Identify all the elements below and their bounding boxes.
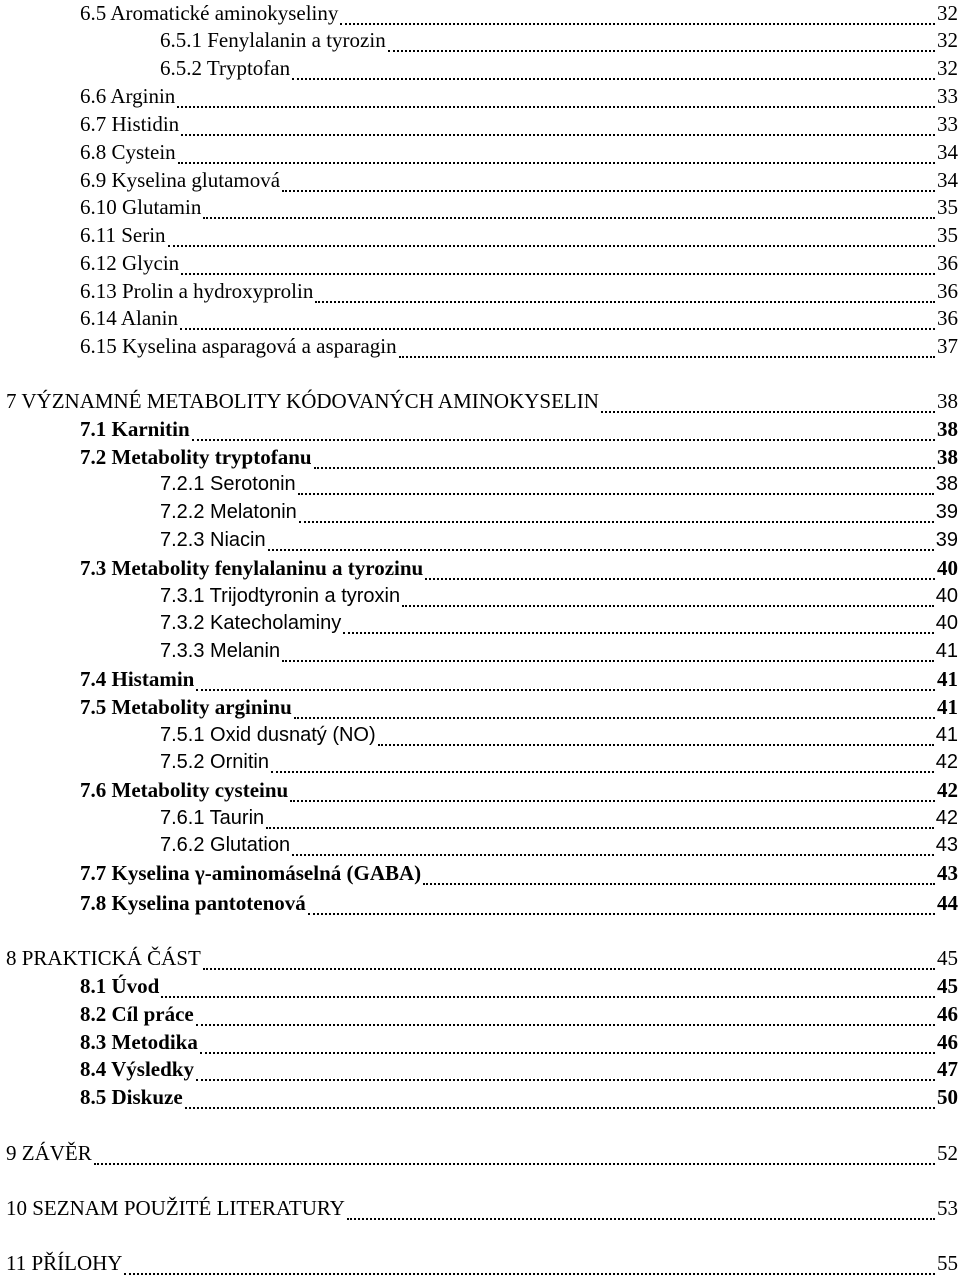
dot-leader — [308, 907, 935, 915]
toc-page-number: 38 — [937, 445, 958, 469]
dot-leader — [181, 128, 935, 136]
dot-leader — [196, 683, 935, 691]
toc-entry[interactable] — [160, 527, 960, 553]
toc-entry-title: 7.1 Karnitin — [80, 417, 190, 441]
dot-leader — [388, 44, 935, 52]
toc-entry[interactable] — [80, 555, 960, 581]
toc-page-number: 41 — [935, 724, 958, 746]
toc-entry-title: 7.8 Kyselina pantotenová — [80, 891, 306, 915]
toc-entry-title: 6.12 Glycin — [80, 251, 180, 275]
toc-entry-title: 6.11 Serin — [80, 223, 166, 247]
dot-leader — [178, 156, 935, 164]
toc-entry-title: 8.4 Výsledky — [80, 1057, 194, 1081]
toc-page-number: 34 — [937, 140, 958, 164]
dot-leader — [200, 1046, 935, 1054]
toc-page-number: 36 — [937, 251, 958, 275]
dot-leader — [282, 654, 934, 662]
toc-entry-title: 9 ZÁVĚR — [6, 1141, 92, 1165]
dot-leader — [196, 1018, 935, 1026]
toc-entry[interactable] — [80, 1029, 960, 1055]
toc-page-number: 43 — [937, 861, 958, 885]
toc-page-number: 46 — [937, 1030, 958, 1054]
toc-entry-title: 7.5 Metabolity argininu — [80, 695, 292, 719]
toc-entry-title: 6.8 Cystein — [80, 140, 176, 164]
dot-leader — [425, 572, 935, 580]
dot-leader — [266, 821, 934, 829]
toc-entry-title: 7.5.1 Oxid dusnatý (NO) — [160, 724, 376, 746]
toc-entry[interactable] — [6, 1195, 960, 1221]
toc-entry[interactable] — [80, 666, 960, 692]
dot-leader — [601, 405, 935, 413]
toc-entry-title: 10 SEZNAM POUŽITÉ LITERATURY — [6, 1196, 345, 1220]
toc-entry-title: 7.6 Metabolity cysteinu — [80, 778, 289, 802]
toc-page-number: 41 — [937, 695, 958, 719]
toc-entry-title: 6.5.1 Fenylalanin a tyrozin — [160, 28, 386, 52]
toc-entry-title: 7.3.3 Melanin — [160, 640, 281, 662]
toc-entry-title: 6.9 Kyselina glutamová — [80, 168, 281, 192]
toc-page-number: 41 — [937, 667, 958, 691]
dot-leader — [299, 515, 934, 523]
toc-page-number: 36 — [937, 306, 958, 330]
toc-entry-title: 7.3.1 Trijodtyronin a tyroxin — [160, 585, 401, 607]
toc-entry[interactable] — [160, 722, 960, 748]
toc-entry-title: 7.2 Metabolity tryptofanu — [80, 445, 312, 469]
toc-entry[interactable] — [160, 805, 960, 831]
toc-entry[interactable] — [160, 27, 960, 53]
toc-entry-title: 6.5.2 Tryptofan — [160, 56, 291, 80]
toc-page-number: 40 — [935, 585, 958, 607]
toc-entry-title: 7.3 Metabolity fenylalaninu a tyrozinu — [80, 556, 424, 580]
toc-page-number: 32 — [937, 56, 958, 80]
toc-entry[interactable] — [80, 305, 960, 331]
dot-leader — [282, 184, 935, 192]
dot-leader — [268, 543, 934, 551]
dot-leader — [185, 1101, 935, 1109]
dot-leader — [378, 738, 934, 746]
toc-entry[interactable] — [80, 777, 960, 803]
toc-entry[interactable] — [160, 583, 960, 609]
toc-page-number: 32 — [937, 1, 958, 25]
dot-leader — [423, 877, 935, 885]
toc-page-number: 47 — [937, 1057, 958, 1081]
toc-page-number: 38 — [937, 417, 958, 441]
toc-entry-title: 7.2.1 Serotonin — [160, 473, 296, 495]
toc-entry-title: 7.6.2 Glutation — [160, 834, 291, 856]
toc-entry[interactable] — [6, 1140, 960, 1166]
toc-entry-title: 7 VÝZNAMNÉ METABOLITY KÓDOVANÝCH AMINOKYSELIN — [6, 389, 599, 413]
toc-entry-title: 7.7 Kyselina γ-aminomáselná (GABA) — [80, 861, 422, 885]
toc-entry-title: 7.2.2 Melatonin — [160, 501, 297, 523]
toc-page-number: 39 — [935, 501, 958, 523]
toc-entry[interactable] — [160, 55, 960, 81]
toc-page-number: 38 — [937, 389, 958, 413]
toc-entry[interactable] — [80, 1001, 960, 1027]
dot-leader — [314, 461, 935, 469]
toc-entry[interactable] — [80, 890, 960, 916]
toc-page-number: 46 — [937, 1002, 958, 1026]
dot-leader — [203, 962, 935, 970]
toc-entry-title: 6.7 Histidin — [80, 112, 180, 136]
dot-leader — [192, 433, 935, 441]
toc-entry[interactable] — [6, 388, 960, 414]
dot-leader — [294, 711, 935, 719]
toc-entry[interactable] — [80, 111, 960, 137]
dot-leader — [290, 794, 935, 802]
toc-page-number: 45 — [937, 946, 958, 970]
toc-page-number: 37 — [937, 334, 958, 358]
toc-entry-title: 11 PŘÍLOHY — [6, 1251, 123, 1275]
toc-entry-title: 6.6 Arginin — [80, 84, 176, 108]
toc-page-number: 34 — [937, 168, 958, 192]
toc-entry[interactable] — [160, 471, 960, 497]
toc-entry[interactable] — [160, 832, 960, 858]
toc-page-number: 33 — [937, 112, 958, 136]
dot-leader — [203, 211, 935, 219]
dot-leader — [402, 599, 934, 607]
toc-entry[interactable] — [80, 0, 960, 26]
toc-entry[interactable] — [6, 1250, 960, 1276]
toc-entry[interactable] — [80, 250, 960, 276]
toc-entry[interactable] — [80, 167, 960, 193]
toc-entry[interactable] — [160, 610, 960, 636]
dot-leader — [343, 626, 934, 634]
toc-page-number: 43 — [935, 834, 958, 856]
dot-leader — [161, 990, 935, 998]
toc-page-number: 35 — [937, 223, 958, 247]
toc-page-number: 52 — [937, 1141, 958, 1165]
toc-entry-title: 8.3 Metodika — [80, 1030, 198, 1054]
dot-leader — [94, 1157, 935, 1165]
toc-page-number: 55 — [937, 1251, 958, 1275]
toc-page-number: 36 — [937, 279, 958, 303]
toc-page-number: 40 — [937, 556, 958, 580]
toc-entry[interactable] — [80, 1056, 960, 1082]
toc-entry-title: 8.5 Diskuze — [80, 1085, 183, 1109]
toc-page-number: 39 — [935, 529, 958, 551]
dot-leader — [292, 848, 934, 856]
toc-entry-title: 7.2.3 Niacin — [160, 529, 266, 551]
toc-page-number: 42 — [935, 807, 958, 829]
toc-entry-title: 7.5.2 Ornitin — [160, 751, 269, 773]
toc-entry-title: 7.6.1 Taurin — [160, 807, 265, 829]
toc-page-number: 38 — [935, 473, 958, 495]
dot-leader — [271, 765, 934, 773]
dot-leader — [340, 17, 935, 25]
toc-page-number: 50 — [937, 1085, 958, 1109]
toc-page-number: 45 — [937, 974, 958, 998]
toc-entry[interactable] — [80, 694, 960, 720]
dot-leader — [180, 322, 935, 330]
toc-entry[interactable] — [80, 83, 960, 109]
toc-page-number: 53 — [937, 1196, 958, 1220]
dot-leader — [196, 1073, 935, 1081]
dot-leader — [399, 350, 935, 358]
toc-entry[interactable] — [160, 638, 960, 664]
toc-entry-title: 8.1 Úvod — [80, 974, 160, 998]
toc-entry-title: 8 PRAKTICKÁ ČÁST — [6, 946, 201, 970]
dot-leader — [292, 72, 935, 80]
toc-entry-title: 6.13 Prolin a hydroxyprolin — [80, 279, 314, 303]
dot-leader — [181, 267, 935, 275]
toc-entry[interactable] — [80, 416, 960, 442]
toc-page-number: 40 — [935, 612, 958, 634]
toc-entry-title: 6.15 Kyselina asparagová a asparagin — [80, 334, 397, 358]
toc-entry-title: 6.14 Alanin — [80, 306, 178, 330]
toc-page-number: 41 — [935, 640, 958, 662]
toc-entry[interactable] — [80, 860, 960, 886]
toc-page-number: 44 — [937, 891, 958, 915]
toc-entry[interactable] — [80, 333, 960, 359]
dot-leader — [124, 1267, 935, 1275]
toc-entry[interactable] — [80, 973, 960, 999]
toc-entry-title: 6.5 Aromatické aminokyseliny — [80, 1, 339, 25]
toc-page-number: 32 — [937, 28, 958, 52]
toc-entry[interactable] — [80, 222, 960, 248]
dot-leader — [168, 239, 935, 247]
toc-entry[interactable] — [160, 499, 960, 525]
toc-entry[interactable] — [80, 194, 960, 220]
toc-entry-title: 8.2 Cíl práce — [80, 1002, 194, 1026]
dot-leader — [315, 295, 935, 303]
toc-entry[interactable] — [80, 278, 960, 304]
toc-entry[interactable] — [6, 945, 960, 971]
dot-leader — [347, 1212, 935, 1220]
toc-entry[interactable] — [80, 139, 960, 165]
toc-page-number: 42 — [937, 778, 958, 802]
toc-entry-title: 7.4 Histamin — [80, 667, 195, 691]
toc-entry-title: 7.3.2 Katecholaminy — [160, 612, 342, 634]
toc-entry-title: 6.10 Glutamin — [80, 195, 202, 219]
toc-page-number: 42 — [935, 751, 958, 773]
toc-entry[interactable] — [80, 1084, 960, 1110]
toc-page-number: 35 — [937, 195, 958, 219]
dot-leader — [177, 100, 935, 108]
toc-page-number: 33 — [937, 84, 958, 108]
toc-entry[interactable] — [80, 444, 960, 470]
dot-leader — [298, 487, 934, 495]
toc-entry[interactable] — [160, 749, 960, 775]
